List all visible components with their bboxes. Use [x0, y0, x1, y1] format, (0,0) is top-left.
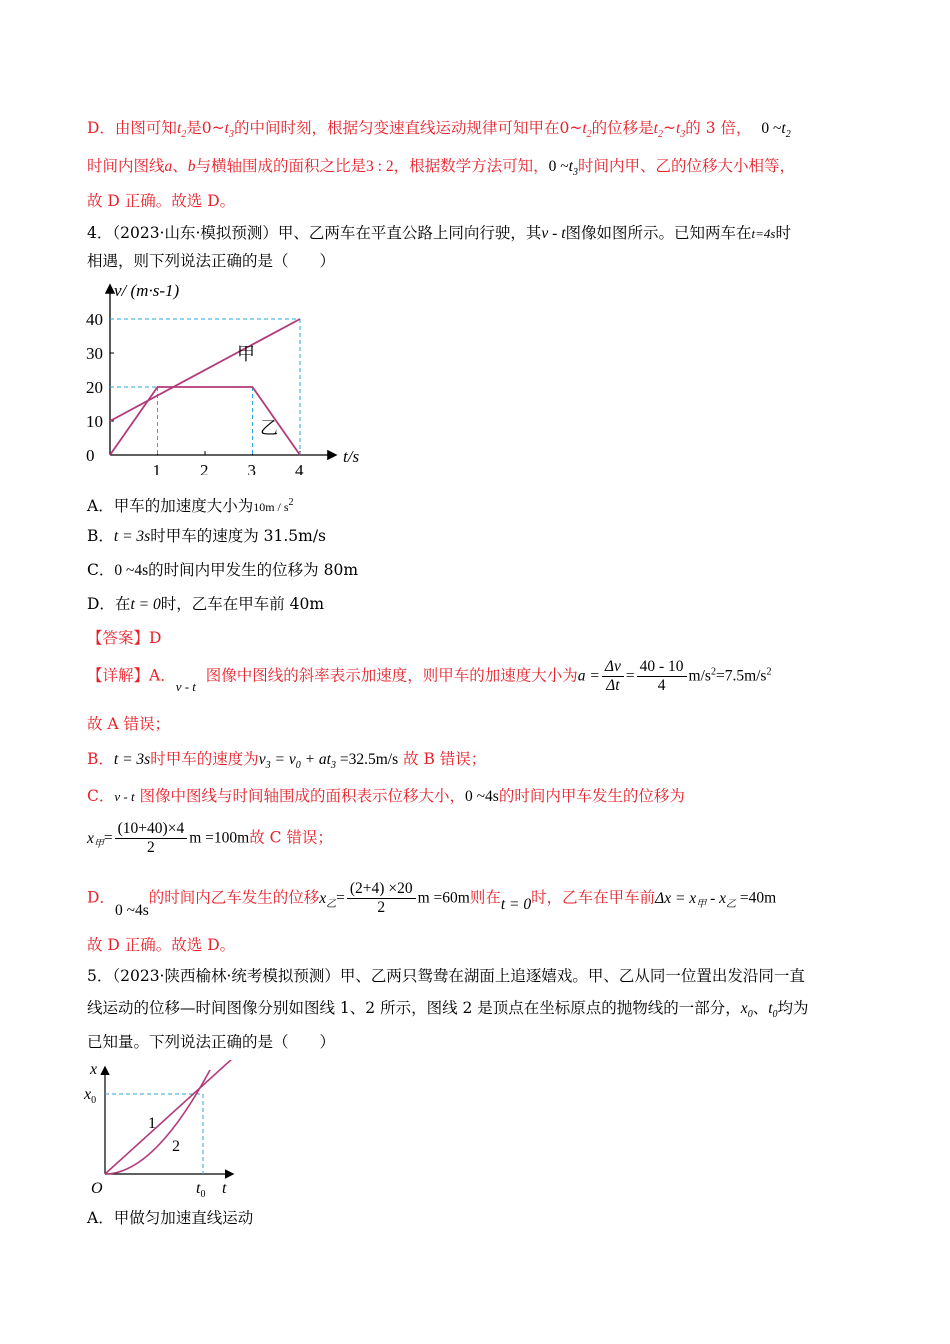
- q5-origin: O: [91, 1180, 103, 1197]
- q4-detail-c2: $x_甲=$ $\frac{(10+40)\times 4}{2}$ m =100m故 C 错误；: [87, 820, 333, 856]
- q4-ytick-label: 10: [86, 412, 103, 431]
- q5-stem-line2: 线运动的位移—时间图像分别如图线 1、2 所示，图线 2 是顶点在坐标原点的抛物线的一部分，$x_0$、$t_0$均为: [87, 999, 809, 1021]
- prev-d-line1: D．由图可知$t_2$是$0\sim t_3$的中间时刻，根据匀变速直线运动规律可知甲在$0\sim t_2$的位移是$t_2\sim t_3$的 3 倍， 0 $\sim t_2$: [87, 119, 791, 141]
- q4-label-yi: 乙: [260, 418, 278, 438]
- q4-option-c[interactable]: C．0 ~4s的时间内甲发生的位移为 80m: [87, 561, 359, 579]
- q4-axes: [110, 286, 335, 455]
- q4-option-b[interactable]: B．t = 3s时甲车的速度为 31.5m/s: [87, 527, 327, 545]
- q5-line-2: [105, 1070, 210, 1174]
- q4-detail-c: C．v - t 图像中图线与时间轴围成的面积表示位移大小，0 ~4s的时间内甲车发生的位移为: [87, 787, 685, 805]
- q4-ytick-label: 0: [86, 446, 95, 465]
- q4-xtick-label: 4: [295, 461, 304, 475]
- q4-answer: 【答案】D: [87, 629, 162, 647]
- q4-ytick-label: 40: [86, 310, 103, 329]
- q4-option-a[interactable]: A．甲车的加速度大小为$10m / s^2$: [87, 497, 294, 516]
- q5-ylabel: x: [90, 1061, 98, 1078]
- q4-xtick-label: 2: [200, 461, 209, 475]
- q4-stem-line2: 相遇，则下列说法正确的是（ ）: [87, 252, 336, 270]
- prev-d-line2: 时间内图线a、b与横轴围成的面积之比是3 : 2，根据数学方法可知，0 $\sim t_3$时间内甲、乙的位移大小相等，: [87, 157, 795, 179]
- q5-xlabel: t: [222, 1180, 227, 1197]
- q4-detail-d2: 故 D 正确。故选 D。: [87, 936, 236, 954]
- q5-stem-line1: 5．（2023·陕西榆林·统考模拟预测）甲、乙两只鸳鸯在湖面上追逐嬉戏。甲、乙从同一位置出发沿同一直: [87, 967, 805, 985]
- q4-xtick-label: 3: [247, 461, 256, 475]
- q5-line1-label: 1: [148, 1115, 156, 1132]
- q4-detail-a2: 故 A 错误；: [87, 715, 171, 733]
- q4-xlabel: t/s: [343, 447, 360, 466]
- q4-detail-b: B．t = 3s时甲车的速度为$v_3 = v_0 + at_3 =32.5m/s$ 故 B 错误；: [87, 750, 487, 772]
- q4-option-d[interactable]: D．在t = 0时，乙车在甲车前 40m: [87, 595, 325, 613]
- q4-vt-chart: [80, 280, 380, 475]
- q5-t0-label: $t_0$: [196, 1180, 206, 1200]
- q4-series-jia: [110, 319, 300, 421]
- q5-line-1: [105, 1060, 233, 1174]
- prev-d-line3: 故 D 正确。故选 D。: [87, 192, 236, 210]
- q4-detail-d: D．0 ~4s的时间内乙车发生的位移$x_乙=$ $\frac{(2+4) \times 20}{2}$ m =60m则在t = 0时，乙车在甲车前$\Delta x = x_甲 - x_乙 =40m$: [87, 880, 777, 919]
- q4-label-jia: 甲: [237, 344, 255, 364]
- q4-detail-a: 【详解】A．$_{v - t}$ 图像中图线的斜率表示加速度，则甲车的加速度大小为a = $\frac{\Delta v}{\Delta t}$ = $\frac{40 - 10}{4}$ $m/s^2=7.5m/s^2$: [87, 658, 772, 694]
- q4-ytick-label: 30: [86, 344, 103, 363]
- q4-xtick-label: 1: [152, 461, 161, 475]
- q5-line2-label: 2: [172, 1138, 180, 1155]
- q5-option-a[interactable]: A．甲做匀加速直线运动: [87, 1209, 254, 1227]
- q4-ytick-label: 20: [86, 378, 103, 397]
- q5-x0-label: $x_0$: [84, 1086, 97, 1106]
- q4-stem-line1: 4．（2023·山东·模拟预测）甲、乙两车在平直公路上同向行驶，其v - t图像如图所示。已知两车在t=4s时: [87, 224, 792, 242]
- q5-xt-chart: [82, 1060, 252, 1200]
- q4-ylabel: v/ (m·s-1): [114, 281, 180, 300]
- q5-stem-line3: 已知量。下列说法正确的是（ ）: [87, 1033, 336, 1051]
